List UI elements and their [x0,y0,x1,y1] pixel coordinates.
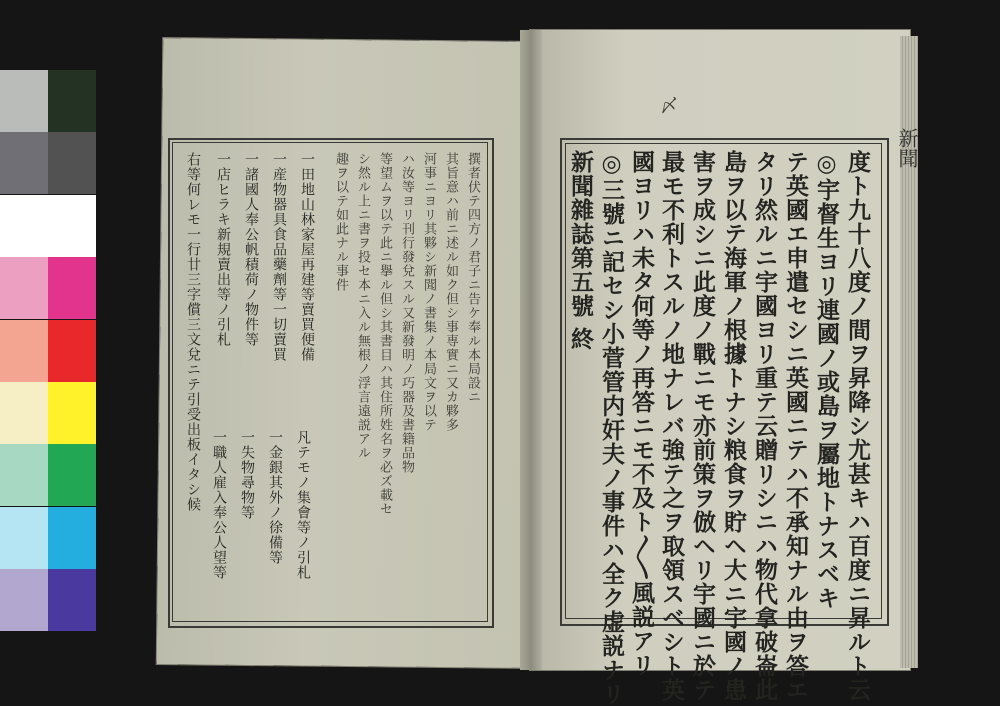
calibration-patch [48,195,96,257]
calibration-patch [0,444,48,506]
color-calibration-strip [0,70,97,632]
right-column-8: 國ヨリハ未タ何等ノ再答ニモ不及ト〳〵風説アリ [628,150,655,677]
left-lower-column-2: 一金銀其外ノ徐備等 [267,430,283,565]
calibration-patch [48,382,96,444]
right-column-9: ◎三號ニ記セシ小菅管内奸夫ノ事件ハ全ク虚説ナリ [598,150,625,706]
right-column-3: テ英國エ申遣セシニ英國ニテハ不承知ナル由ヲ答エ [782,150,809,702]
left-column-6: シ然ル上ニ書ヲ投セ本ニ入ル無根ノ浮言遠説アル [355,152,370,460]
calibration-patch [0,569,48,631]
right-column-7: 最モ不利トスルノ地ナレバ強テ之ヲ取領スベシト英 [658,150,685,702]
right-column-2: ◎宇督生ヨリ連國ノ或島ヲ屬地トナスベキ [813,150,840,610]
calibration-patch [48,132,96,194]
right-column-1: 度ト九十八度ノ間ヲ昇降シ尤甚キハ百度ニ昇ルト云 [844,150,871,702]
right-column-10: 新聞雜誌第五號 終 [567,150,594,352]
calibration-patch [48,569,96,631]
calibration-patch [48,257,96,319]
ink-mark: 〆 [660,96,678,117]
left-column-12: 右等何レモ一行廿三字償三文兌ニテ引受出板イタシ候 [185,152,201,512]
calibration-patch [0,507,48,569]
calibration-patch [0,132,48,194]
calibration-patch [0,382,48,444]
calibration-patch [0,70,48,132]
left-column-11: 一店ヒラキ新規賣出等ノ引札 [215,152,231,347]
calibration-patch [48,507,96,569]
left-lower-column-1: 凡テモノ集會等ノ引札 [295,430,311,580]
left-column-8: 一田地山林家屋再建等賣買便備 [299,152,315,362]
left-column-2: 其旨意ハ前ニ述ル如ク但シ事専實ニ又カ夥多 [443,152,458,432]
calibration-patch [0,257,48,319]
left-column-4: ハ汝等ヨリ刊行發兌スル又新發明ノ巧器及書籍品物 [399,152,414,474]
right-column-5: 島ヲ以テ海軍ノ根據トナシ粮食ヲ貯ヘ大ニ宇國ノ患 [720,150,747,702]
book-gutter [520,30,542,670]
calibration-patch [48,444,96,506]
left-column-3: 河事ニヨリ其夥シ新聞ノ書集ノ本局文ヲ以テ [421,152,436,432]
left-lower-column-3: 一失物尋物等 [239,430,255,520]
calibration-patch [0,320,48,382]
left-column-9: 一産物器具食品藥劑等一切賣買 [271,152,287,362]
left-lower-column-4: 一職人雇入奉公人望等 [211,430,227,580]
calibration-patch [0,195,48,257]
left-column-5: 等望ムヲ以テ此ニ擧ル但シ其書目ハ其住所姓名ヲ必ズ載セ [377,152,392,516]
left-column-7: 趣ヲ以テ如此ナル事件 [333,152,348,292]
calibration-patch [48,320,96,382]
right-column-4: タリ然ルニ宇國ヨリ重テ云贈リシニハ物代拿破崙此 [751,150,778,702]
calibration-patch [48,70,96,132]
left-column-10: 一諸國人奉公帆積荷ノ物件等 [243,152,259,347]
left-column-1: 撰者伏テ四方ノ君子ニ告ケ奉ル本局設ニ [465,152,480,404]
right-column-6: 害ヲ成シニ此度ノ戰ニモ亦前策ヲ倣ヘリ宇國ニ於テ [689,150,716,702]
right-page-header: 新聞 [895,128,919,168]
